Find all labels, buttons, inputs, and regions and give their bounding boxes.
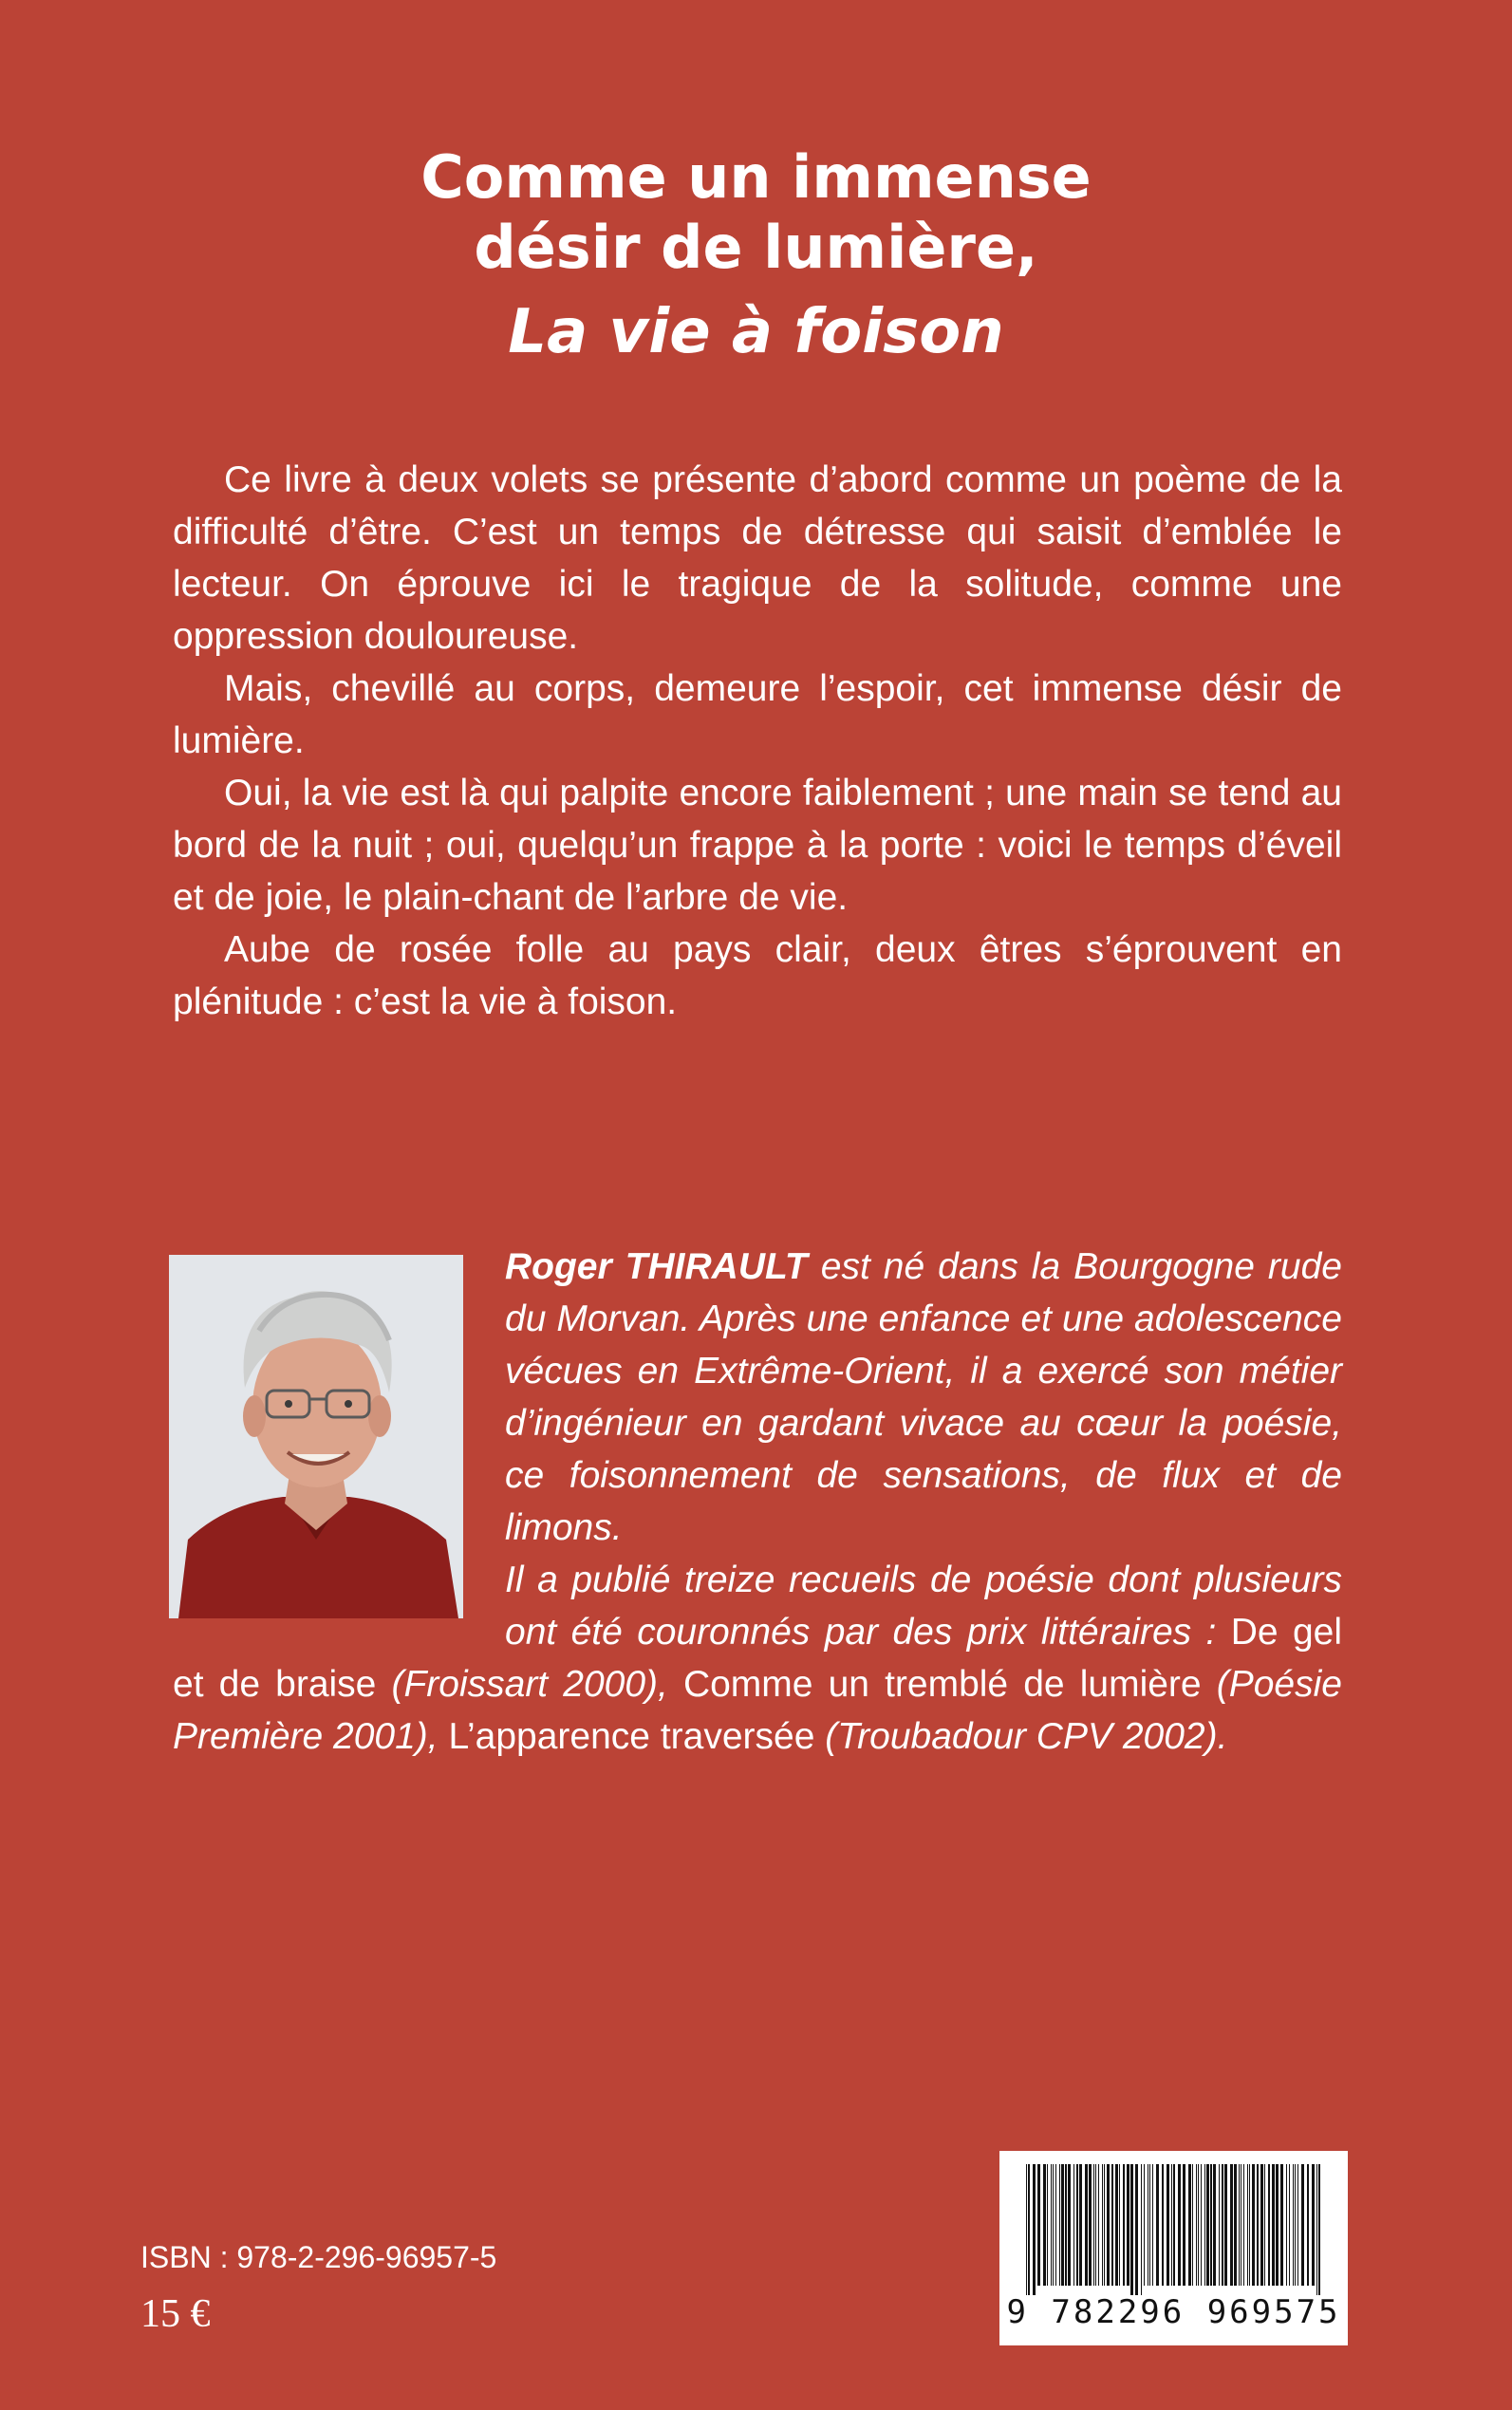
barcode-bar (1167, 2164, 1169, 2286)
barcode-bar (1257, 2164, 1259, 2286)
barcode-bar (1102, 2164, 1103, 2286)
barcode-bar (1098, 2164, 1099, 2286)
title-block (0, 142, 1512, 370)
book-title-3: L’apparence traversée (448, 1716, 815, 1757)
barcode-bar (1037, 2164, 1040, 2286)
barcode-bar (1111, 2164, 1113, 2286)
barcode-bar (1076, 2164, 1078, 2286)
barcode-bar (1089, 2164, 1092, 2286)
barcode-bar (1234, 2164, 1237, 2286)
book-title-2: Comme un tremblé de lumière (682, 1664, 1202, 1705)
subtitle: La vie à foison (508, 297, 1004, 367)
prize-2: (Poésie Première 2001), (173, 1664, 1342, 1757)
barcode-bar (1115, 2164, 1118, 2286)
prize-1: (Froissart 2000), (376, 1664, 683, 1705)
author-name: Roger THIRAULT (505, 1246, 808, 1287)
barcode-bar (1028, 2164, 1030, 2295)
barcode-bar (1144, 2164, 1145, 2286)
barcode-bar (1307, 2164, 1309, 2286)
barcode-bar (1183, 2164, 1185, 2286)
barcode-bar (1192, 2164, 1193, 2286)
barcode-bar (1162, 2164, 1164, 2286)
barcode-bar (1104, 2164, 1105, 2286)
barcode-bar (1061, 2164, 1064, 2286)
synopsis-paragraph: Mais, chevillé au corps, demeure l’espoir, cet immense désir de lumière. (173, 668, 1342, 761)
barcode-bar (1068, 2164, 1071, 2286)
barcode-bar (1286, 2164, 1287, 2286)
barcode-bar (1152, 2164, 1153, 2286)
author-bio (173, 1241, 1342, 1763)
barcode-bar (1213, 2164, 1216, 2286)
synopsis-paragraph: Ce livre à deux volets se présente d’abord comme un poème de la difficulté d’être. C’est un temps de détresse qui saisit d’emblée le lecteur. On éprouve ici le tragique de la solitude, comme une oppression douloureuse. (173, 459, 1342, 657)
barcode-bar (1210, 2164, 1212, 2286)
barcode-bar (1149, 2164, 1150, 2286)
barcode-bar (1141, 2164, 1142, 2295)
barcode-bar (1093, 2164, 1094, 2286)
barcode-bar (1301, 2164, 1304, 2286)
price: 15 € (140, 2292, 211, 2336)
barcode-bar (1264, 2164, 1265, 2286)
barcode-bar (1289, 2164, 1290, 2286)
barcode-bar (1095, 2164, 1096, 2286)
barcode-bar (1293, 2164, 1294, 2286)
barcode-bar (1272, 2164, 1275, 2286)
book-title-1: De gel et de braise (173, 1612, 1343, 1705)
barcode-bar (1065, 2164, 1067, 2286)
barcode-bar (1219, 2164, 1220, 2286)
barcode-bar (1201, 2164, 1202, 2286)
barcode-bar (1297, 2164, 1298, 2286)
barcode-bar (1247, 2164, 1248, 2286)
barcode-bar (1249, 2164, 1250, 2286)
barcode-bar (1280, 2164, 1283, 2286)
barcode-bar (1222, 2164, 1223, 2286)
barcode-bar (1260, 2164, 1263, 2286)
barcode-bar (1312, 2164, 1315, 2286)
barcode-bar (1130, 2164, 1133, 2295)
barcode-bar (1268, 2164, 1270, 2286)
barcode-bar (1173, 2164, 1175, 2286)
barcode-bar (1230, 2164, 1233, 2286)
isbn: ISBN : 978-2-296-96957-5 (140, 2240, 497, 2274)
barcode-bar (1135, 2164, 1138, 2295)
photo-spacer (173, 1241, 505, 1620)
barcode-bar (1316, 2164, 1317, 2295)
barcode-bar (1239, 2164, 1240, 2286)
barcode-bar (1043, 2164, 1046, 2286)
barcode-bar (1107, 2164, 1110, 2286)
synopsis-paragraph: Oui, la vie est là qui palpite encore faiblement ; une main se tend au bord de la nuit ; oui, quelqu’un frappe à la porte : voici le temps d’éveil et de joie, le plain-chant de l’arbre de vie. (173, 773, 1342, 918)
barcode-bar (1295, 2164, 1296, 2286)
barcode-bar (1196, 2164, 1197, 2286)
barcode-bar (1276, 2164, 1279, 2286)
barcode-bar (1026, 2164, 1027, 2295)
barcode-bar (1053, 2164, 1054, 2286)
barcode-bar (1085, 2164, 1088, 2286)
bio-text-1: est né dans la Bourgogne rude du Morvan. Après une enfance et une adolescence vécues en Extrême-Orient, il a exercé son métier d’ingénieur en gardant vivace au cœur la poésie, ce foisonnement de sensations, de flux et de limons. (505, 1246, 1342, 1548)
barcode-bar (1252, 2164, 1255, 2286)
barcode-bar (1204, 2164, 1205, 2286)
barcode-bar (1123, 2164, 1125, 2286)
barcode-bar (1047, 2164, 1048, 2286)
barcode-bar (1188, 2164, 1191, 2286)
barcode-bar (1033, 2164, 1036, 2295)
barcode-bar (1224, 2164, 1227, 2286)
title-line-2: désir de lumière, (474, 213, 1038, 282)
barcode-bar (1178, 2164, 1181, 2286)
title-line-1: Comme un immense (420, 142, 1092, 212)
barcode-bar (1198, 2164, 1199, 2286)
prize-3: (Troubadour CPV 2002). (814, 1716, 1228, 1757)
barcode-bar (1055, 2164, 1056, 2286)
bio-text-2: Il a publié treize recueils de poésie dont plusieurs ont été couronnés par des prix littéraires : (505, 1560, 1342, 1653)
barcode-bar (1318, 2164, 1320, 2295)
barcode-bar (1079, 2164, 1082, 2286)
barcode-bar (1059, 2164, 1060, 2286)
barcode-bar (1073, 2164, 1074, 2286)
barcode (999, 2151, 1348, 2345)
barcode-bar (1119, 2164, 1120, 2286)
barcode-digits: 9 782296 969575 (1006, 2293, 1341, 2331)
barcode-bar (1051, 2164, 1052, 2286)
synopsis (173, 454, 1342, 1028)
barcode-bar (1127, 2164, 1129, 2286)
barcode-bar (1171, 2164, 1172, 2286)
barcode-bar (1156, 2164, 1159, 2286)
barcode-bar (1206, 2164, 1209, 2286)
synopsis-paragraph: Aube de rosée folle au pays clair, deux êtres s’éprouvent en plénitude : c’est la vie à foison. (173, 929, 1342, 1022)
barcode-bar (1243, 2164, 1244, 2286)
